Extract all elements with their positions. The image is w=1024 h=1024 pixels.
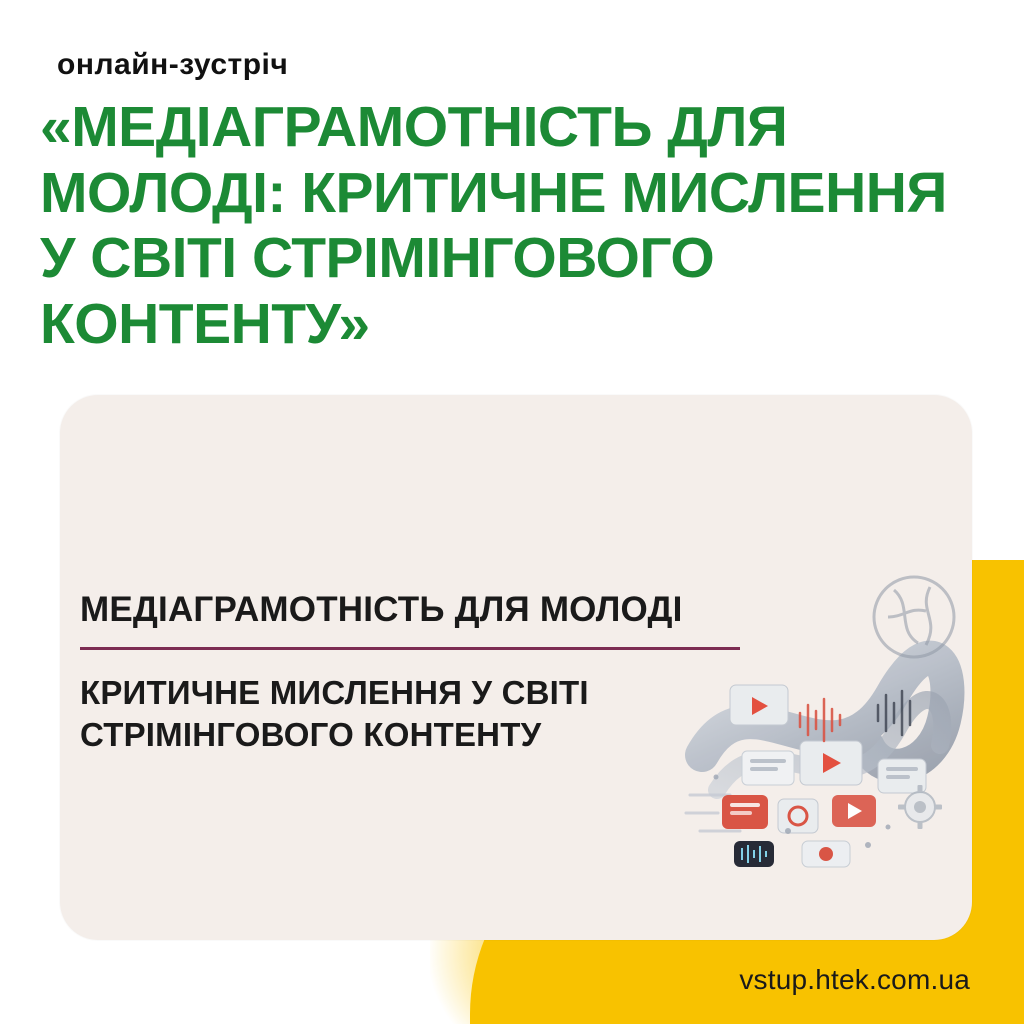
footer-website-url[interactable]: vstup.htek.com.ua bbox=[739, 964, 970, 995]
card-text-block bbox=[80, 590, 740, 756]
event-card bbox=[60, 395, 972, 940]
card-divider bbox=[80, 647, 740, 650]
eyebrow-label: онлайн-зустріч bbox=[57, 48, 289, 81]
card-title: МЕДІАГРАМОТНІСТЬ ДЛЯ МОЛОДІ bbox=[80, 590, 683, 629]
card-subtitle: КРИТИЧНЕ МИСЛЕННЯ У СВІТІ СТРІМІНГОВОГО КОНТЕНТУ bbox=[80, 674, 589, 754]
page-title: «МЕДІАГРАМОТНІСТЬ ДЛЯ МОЛОДІ: КРИТИЧНЕ МИСЛЕННЯ У СВІТІ СТРІМІНГОВОГО КОНТЕНТУ» bbox=[40, 95, 947, 356]
